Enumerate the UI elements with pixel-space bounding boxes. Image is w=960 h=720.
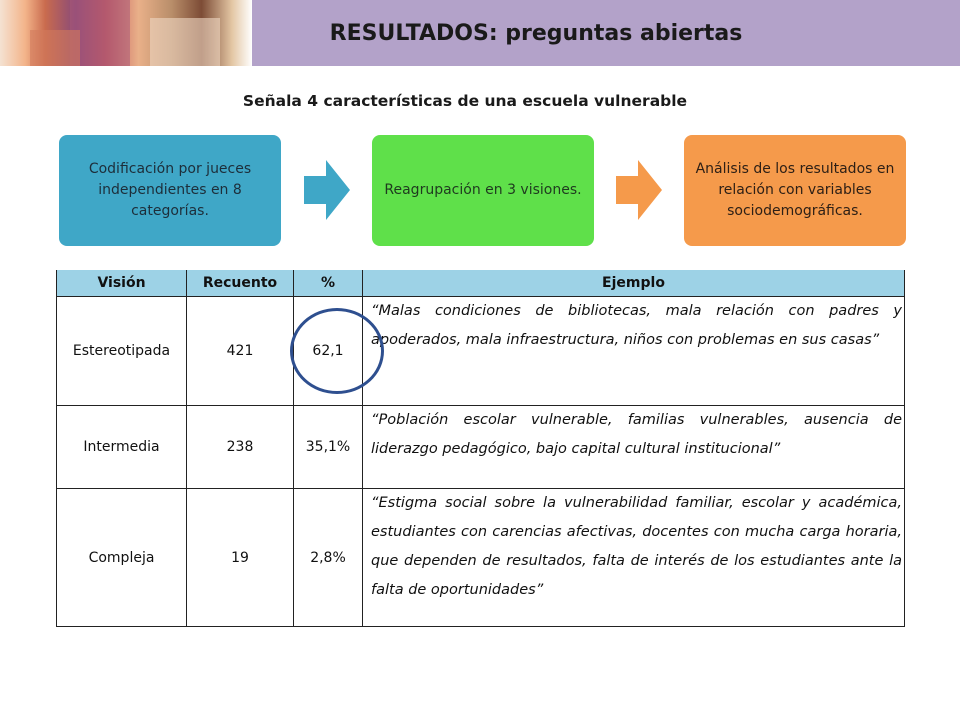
table-row: [57, 406, 905, 489]
page-title: RESULTADOS: preguntas abiertas: [329, 20, 743, 46]
cell-count: 238: [187, 406, 294, 489]
process-step-analysis: Análisis de los resultados en relación con variables sociodemográficas.: [684, 135, 906, 246]
table-header-row: [57, 270, 905, 297]
cell-vision: Compleja: [57, 489, 187, 627]
cell-vision: Intermedia: [57, 406, 187, 489]
process-step-coding: Codificación por jueces independientes en 8 categorías.: [59, 135, 281, 246]
header-photo: [0, 0, 252, 66]
cell-example: “Malas condiciones de bibliotecas, mala relación con padres y apoderados, mala infraestructura, niños con problemas en sus casas”: [363, 297, 905, 406]
results-table: [56, 270, 905, 627]
subtitle: Señala 4 características de una escuela vulnerable: [242, 92, 688, 110]
arrow-right-icon: [304, 160, 350, 220]
process-step-regroup: Reagrupación en 3 visiones.: [372, 135, 594, 246]
cell-percent: 2,8%: [294, 489, 363, 627]
column-header-vision: Visión: [57, 270, 187, 297]
table-row: [57, 489, 905, 627]
arrow-right-icon: [616, 160, 662, 220]
cell-example: “Estigma social sobre la vulnerabilidad familiar, escolar y académica, estudiantes con carencias afectivas, docentes con mucha carga horaria, que dependen de resultados, falta de interés de los estudiantes ante la falta de oportunidades”: [363, 489, 905, 627]
cell-count: 421: [187, 297, 294, 406]
cell-percent: 35,1%: [294, 406, 363, 489]
column-header-example: Ejemplo: [363, 270, 905, 297]
cell-count: 19: [187, 489, 294, 627]
column-header-count: Recuento: [187, 270, 294, 297]
table-row: [57, 297, 905, 406]
column-header-percent: %: [294, 270, 363, 297]
cell-vision: Estereotipada: [57, 297, 187, 406]
cell-percent: 62,1: [294, 297, 363, 406]
cell-example: “Población escolar vulnerable, familias vulnerables, ausencia de liderazgo pedagógico, bajo capital cultural institucional”: [363, 406, 905, 489]
